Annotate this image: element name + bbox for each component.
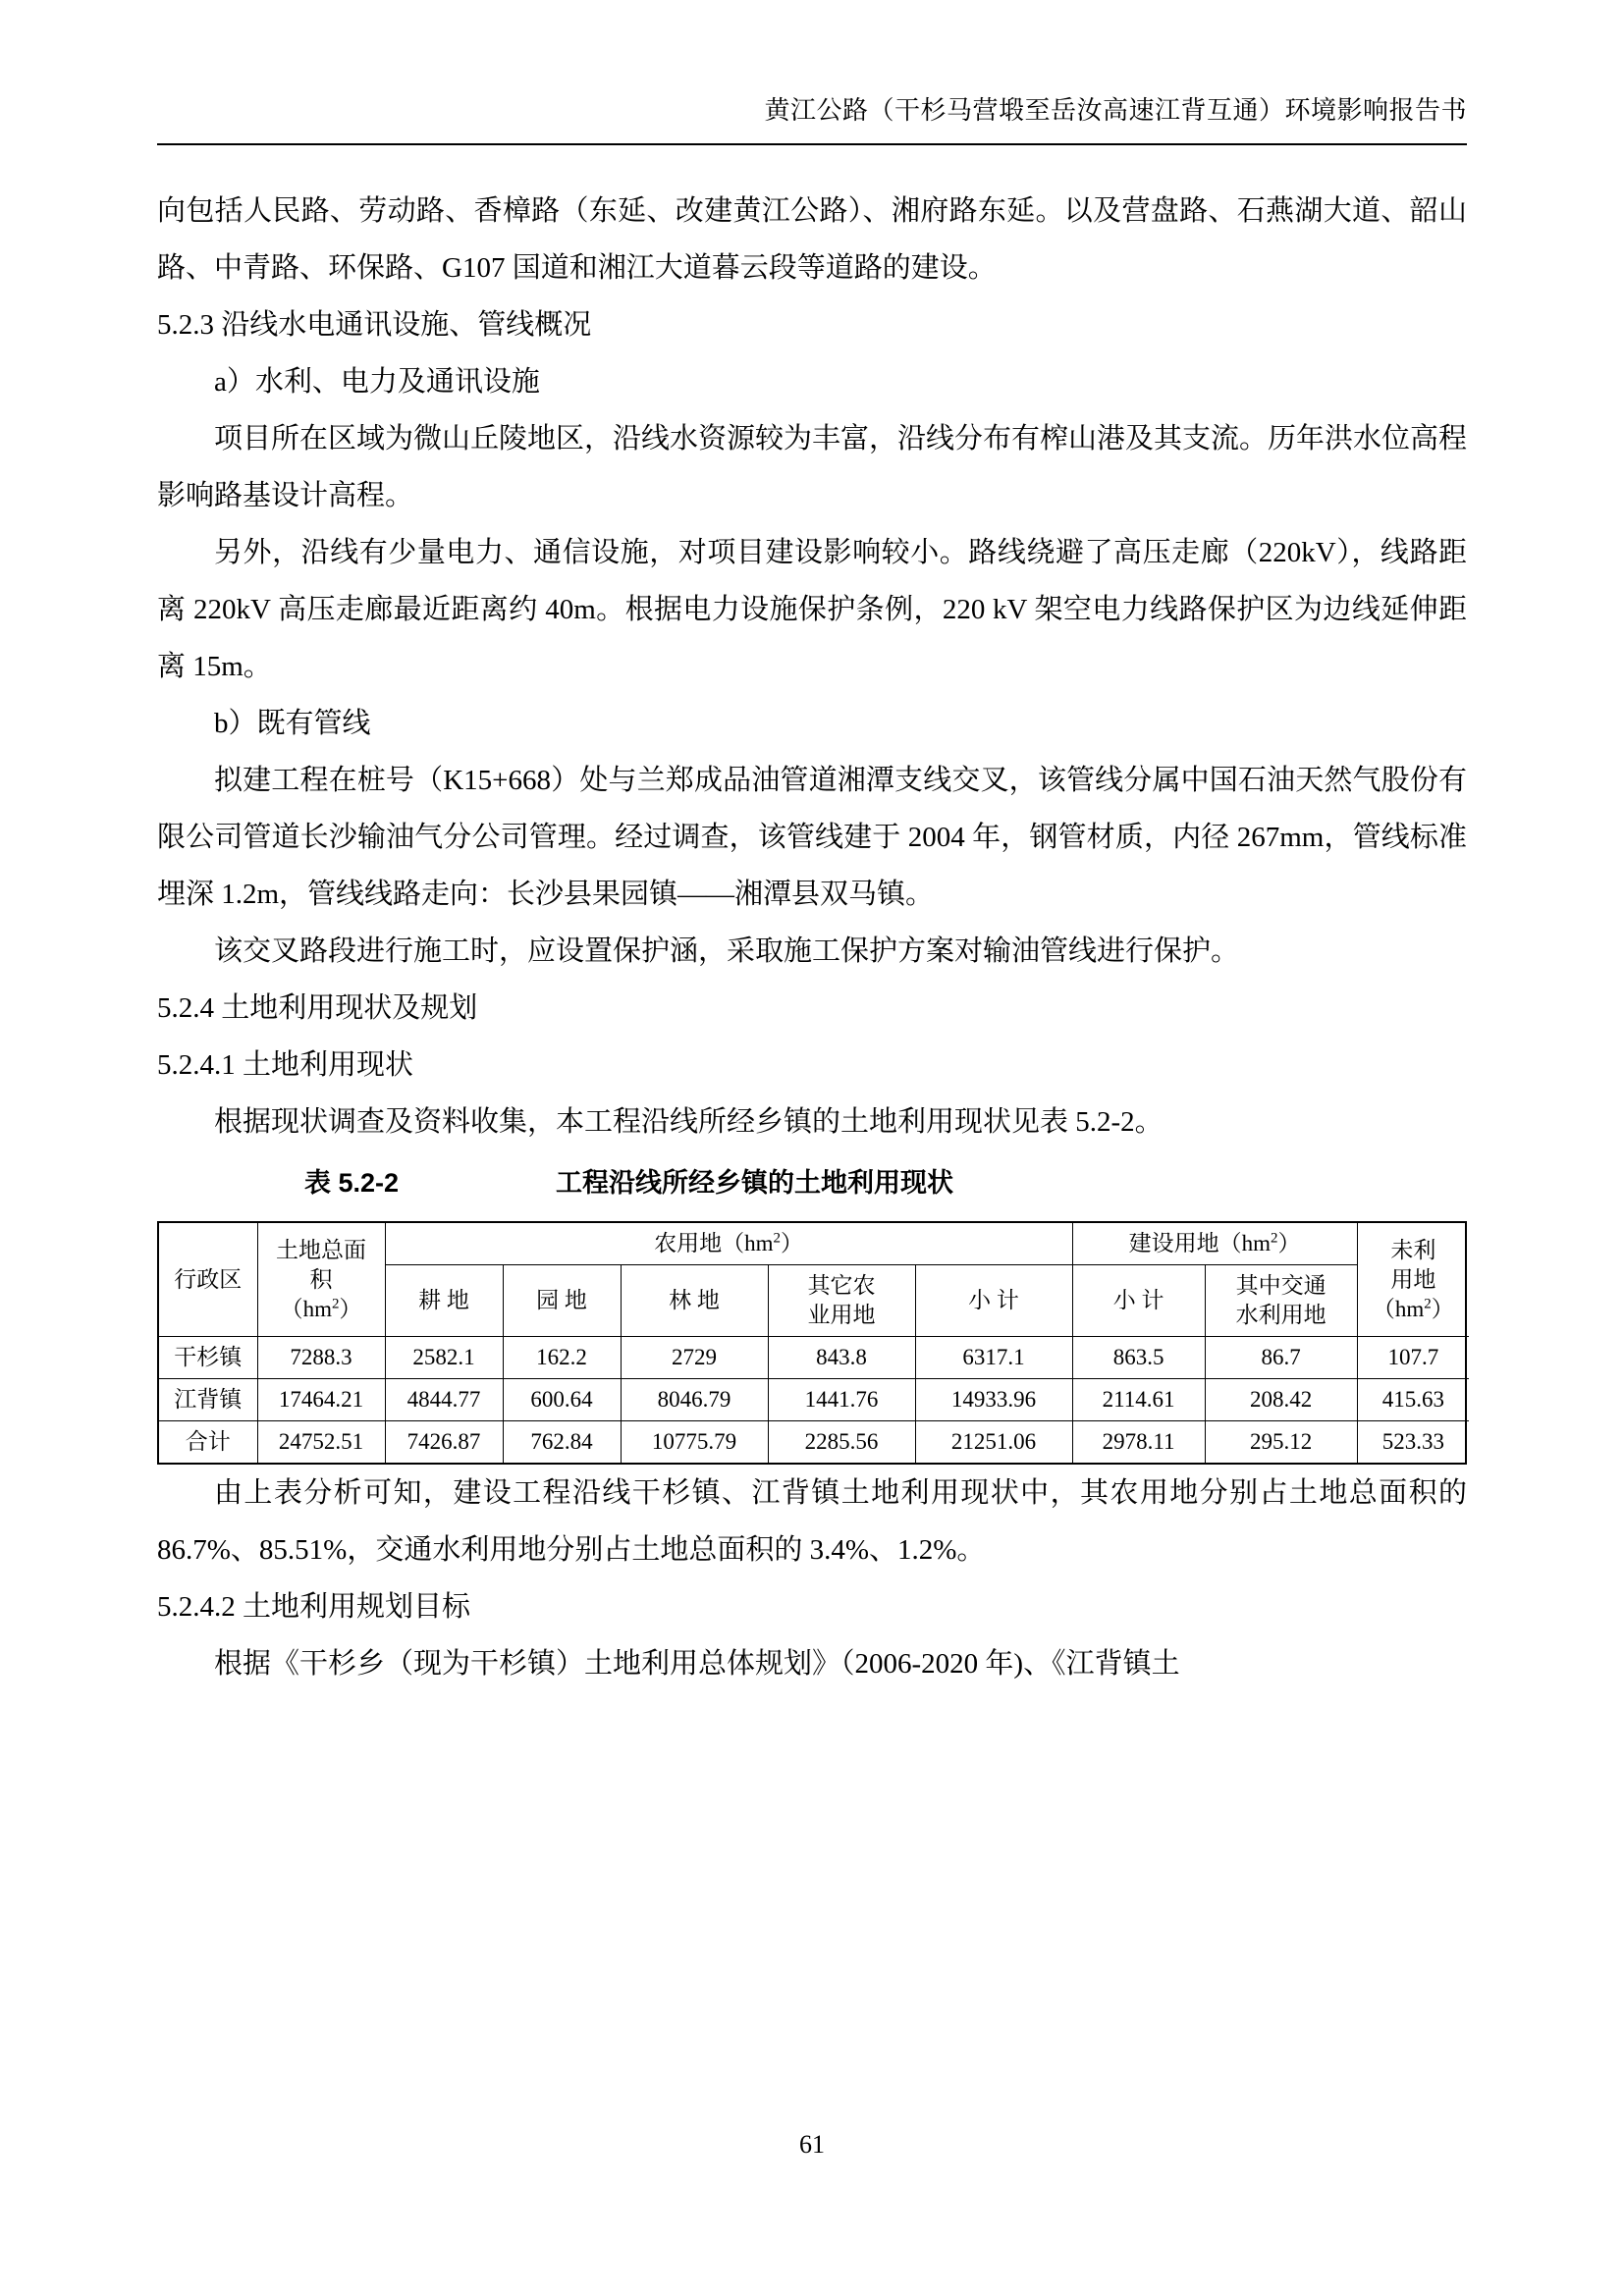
cell-con-subtotal: 2978.11 bbox=[1072, 1421, 1205, 1464]
header-construction-group: 建设用地$(hm^2)$ bbox=[1072, 1223, 1357, 1265]
cell-other: 843.8 bbox=[768, 1337, 915, 1379]
heading-5-2-3: 5.2.3 沿线水电通讯设施、管线概况 bbox=[157, 309, 592, 341]
paragraph-landuse-analysis: 由上表分析可知，建设工程沿线干杉镇、江背镇土地利用现状中，其农用地分别占土地总面积的 86.7%、85.51%，交通水利用地分别占土地总面积的 3.4%、1.2%。 bbox=[157, 1477, 1467, 1566]
table-row bbox=[159, 1379, 1469, 1421]
paragraph-landuse-intro: 根据现状调查及资料收集，本工程沿线所经乡镇的土地利用现状见表 5.2-2。 bbox=[214, 1106, 1164, 1138]
header-construction-traffic-l1: 其中交通 bbox=[1235, 1273, 1326, 1298]
header-total-area-l1: 土地总面 bbox=[276, 1237, 366, 1262]
cell-unused: 107.7 bbox=[1357, 1337, 1469, 1379]
cell-total: 17464.21 bbox=[257, 1379, 385, 1421]
cell-con-traffic: 208.42 bbox=[1205, 1379, 1357, 1421]
cell-forest: 2729 bbox=[621, 1337, 768, 1379]
table-caption bbox=[157, 1154, 1467, 1211]
cell-subtotal: 14933.96 bbox=[915, 1379, 1072, 1421]
cell-garden: 762.84 bbox=[503, 1421, 621, 1464]
landuse-table-wrapper bbox=[157, 1221, 1467, 1465]
cell-other: 1441.76 bbox=[768, 1379, 915, 1421]
table-row bbox=[159, 1337, 1469, 1379]
header-garden: 园 地 bbox=[503, 1265, 621, 1337]
header-total-area-unit: $(hm^2)$ bbox=[280, 1295, 362, 1321]
header-total-area bbox=[257, 1223, 385, 1337]
paragraph-water-resources: 项目所在区域为微山丘陵地区，沿线水资源较为丰富，沿线分布有榨山港及其支流。历年洪水位高程影响路基设计高程。 bbox=[157, 423, 1468, 511]
cell-con-traffic: 86.7 bbox=[1205, 1337, 1357, 1379]
header-total-area-l2: 积 bbox=[309, 1266, 333, 1292]
header-other-farm-l1: 其它农 bbox=[807, 1273, 876, 1298]
cell-region: 江背镇 bbox=[159, 1379, 257, 1421]
cell-con-traffic: 295.12 bbox=[1205, 1421, 1357, 1464]
heading-5-2-4-2: 5.2.4.2 土地利用规划目标 bbox=[157, 1591, 471, 1623]
cell-unused: 415.63 bbox=[1357, 1379, 1469, 1421]
table-caption-title: 工程沿线所经乡镇的土地利用现状 bbox=[556, 1168, 954, 1198]
subheading-a: a）水利、电力及通讯设施 bbox=[214, 366, 540, 398]
header-construction-traffic bbox=[1205, 1265, 1357, 1337]
subheading-b: b）既有管线 bbox=[214, 708, 371, 739]
cell-con-subtotal: 863.5 bbox=[1072, 1337, 1205, 1379]
header-other-farm bbox=[768, 1265, 915, 1337]
landuse-table bbox=[159, 1223, 1469, 1463]
cell-forest: 10775.79 bbox=[621, 1421, 768, 1464]
header-construction-traffic-l2: 水利用地 bbox=[1235, 1303, 1326, 1327]
heading-5-2-4-1: 5.2.4.1 土地利用现状 bbox=[157, 1049, 414, 1081]
page-number: 61 bbox=[799, 2130, 825, 2159]
header-unused-unit: $(hm^2)$ bbox=[1372, 1295, 1454, 1321]
cell-garden: 162.2 bbox=[503, 1337, 621, 1379]
table-header-row-1 bbox=[159, 1223, 1469, 1265]
table-row bbox=[159, 1421, 1469, 1464]
cell-total: 7288.3 bbox=[257, 1337, 385, 1379]
cell-cultivated: 7426.87 bbox=[385, 1421, 503, 1464]
paragraph-power-lines: 另外，沿线有少量电力、通信设施，对项目建设影响较小。路线绕避了高压走廊（220kV），线路距离 220kV 高压走廊最近距离约 40m。根据电力设施保护条例，220 kV 架空电力线路保护区为边线延伸距离 15m。 bbox=[157, 537, 1467, 682]
header-region: 行政区 bbox=[159, 1223, 257, 1337]
cell-region: 干杉镇 bbox=[159, 1337, 257, 1379]
cell-forest: 8046.79 bbox=[621, 1379, 768, 1421]
cell-con-subtotal: 2114.61 bbox=[1072, 1379, 1205, 1421]
cell-region: 合计 bbox=[159, 1421, 257, 1464]
cell-unused: 523.33 bbox=[1357, 1421, 1469, 1464]
heading-5-2-4: 5.2.4 土地利用现状及规划 bbox=[157, 992, 478, 1024]
table-caption-number: 表 5.2-2 bbox=[304, 1168, 400, 1198]
cell-total: 24752.51 bbox=[257, 1421, 385, 1464]
header-forest: 林 地 bbox=[621, 1265, 768, 1337]
header-divider bbox=[157, 143, 1467, 145]
paragraph-roads: 向包括人民路、劳动路、香樟路（东延、改建黄江公路）、湘府路东延。以及营盘路、石燕湖大道、韶山路、中青路、环保路、G107 国道和湘江大道暮云段等道路的建设。 bbox=[157, 195, 1467, 284]
page-header: 黄江公路（干杉马营塅至岳汝高速江背互通）环境影响报告书 bbox=[764, 96, 1467, 125]
cell-subtotal: 21251.06 bbox=[915, 1421, 1072, 1464]
header-unused-l1: 未利 bbox=[1390, 1237, 1436, 1262]
header-construction-subtotal: 小 计 bbox=[1072, 1265, 1205, 1337]
header-other-farm-l2: 业用地 bbox=[807, 1303, 876, 1327]
header-farmland-group: 农用地$(hm^2)$ bbox=[385, 1223, 1072, 1265]
page-content bbox=[157, 183, 1467, 1692]
cell-cultivated: 2582.1 bbox=[385, 1337, 503, 1379]
header-unused bbox=[1357, 1223, 1469, 1337]
header-unused-l2: 用地 bbox=[1390, 1266, 1436, 1292]
cell-garden: 600.64 bbox=[503, 1379, 621, 1421]
paragraph-protection: 该交叉路段进行施工时，应设置保护涵，采取施工保护方案对输油管线进行保护。 bbox=[214, 935, 1240, 967]
header-cultivated: 耕 地 bbox=[385, 1265, 503, 1337]
header-farm-subtotal: 小 计 bbox=[915, 1265, 1072, 1337]
cell-subtotal: 6317.1 bbox=[915, 1337, 1072, 1379]
cell-other: 2285.56 bbox=[768, 1421, 915, 1464]
paragraph-pipeline: 拟建工程在桩号（K15+668）处与兰郑成品油管道湘潭支线交叉，该管线分属中国石油天然气股份有限公司管道长沙输油气分公司管理。经过调查，该管线建于 2004 年，钢管材质，内径 267mm，管线标准埋深 1.2m，管线线路走向：长沙县果园镇——湘潭县双马镇。 bbox=[157, 765, 1467, 910]
paragraph-planning: 根据《干杉乡（现为干杉镇）土地利用总体规划》（2006-2020 年)、《江背镇土 bbox=[214, 1648, 1180, 1680]
cell-cultivated: 4844.77 bbox=[385, 1379, 503, 1421]
